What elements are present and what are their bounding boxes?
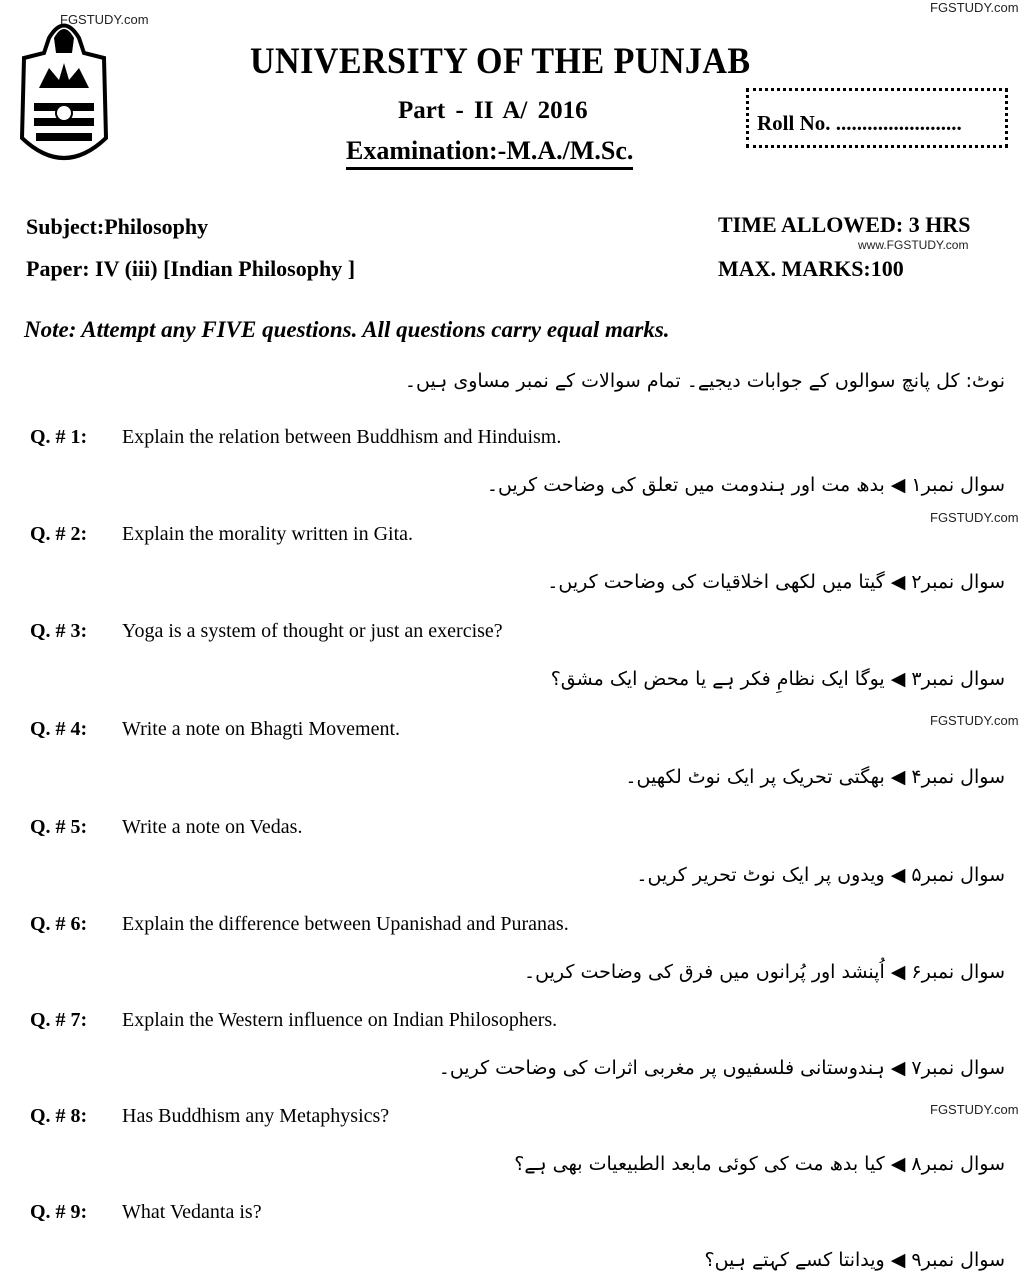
university-title: UNIVERSITY OF THE PUNJAB [250,41,751,82]
question-number: Q. # 6: [30,913,88,935]
question-text: What Vedanta is? [122,1201,262,1223]
question-urdu: سوال نمبر۱ ◀ بدھ مت اور ہندومت میں تعلق کی وضاحت کریں۔ [486,474,1005,496]
question-number: Q. # 7: [30,1009,88,1031]
watermark: FGSTUDY.com [930,1102,1019,1117]
question-number: Q. # 2: [30,523,88,545]
question-urdu: سوال نمبر۳ ◀ یوگا ایک نظامِ فکر ہے یا محض ایک مشق؟ [550,668,1005,690]
question-text: Explain the difference between Upanishad and Puranas. [122,913,569,935]
examination-label: Examination:-M.A./M.Sc. [346,136,633,170]
watermark: FGSTUDY.com [930,510,1019,525]
question-urdu: سوال نمبر۷ ◀ ہندوستانی فلسفیوں پر مغربی اثرات کی وضاحت کریں۔ [438,1057,1005,1079]
question-text: Yoga is a system of thought or just an exercise? [122,620,503,642]
question-text: Explain the relation between Buddhism and Hinduism. [122,426,562,448]
question-number: Q. # 1: [30,426,88,448]
question-number: Q. # 3: [30,620,88,642]
watermark: FGSTUDY.com [60,12,149,27]
note-english: Note: Attempt any FIVE questions. All questions carry equal marks. [24,317,670,342]
question-text: Has Buddhism any Metaphysics? [122,1105,390,1127]
note-urdu: نوٹ: کل پانچ سوالوں کے جوابات دیجیے۔ تمام سوالات کے نمبر مساوی ہیں۔ [404,370,1005,392]
question-number: Q. # 8: [30,1105,88,1127]
question-text: Explain the morality written in Gita. [122,523,414,545]
university-crest-logo [14,8,114,178]
question-number: Q. # 9: [30,1201,88,1223]
question-urdu: سوال نمبر۸ ◀ کیا بدھ مت کی کوئی مابعد الطبیعیات بھی ہے؟ [514,1153,1005,1175]
paper-label: Paper: IV (iii) [Indian Philosophy ] [26,256,356,281]
time-allowed: TIME ALLOWED: 3 HRS [718,212,971,237]
watermark: FGSTUDY.com [930,713,1019,728]
question-text: Write a note on Bhagti Movement. [122,718,401,740]
question-urdu: سوال نمبر۹ ◀ ویدانتا کسے کہتے ہیں؟ [704,1249,1005,1271]
question-number: Q. # 5: [30,816,88,838]
question-urdu: سوال نمبر۴ ◀ بھگتی تحریک پر ایک نوٹ لکھیں۔ [625,766,1005,788]
roll-number-box: Roll No. ........................ [746,88,1008,148]
watermark: www.FGSTUDY.com [858,238,969,252]
max-marks: MAX. MARKS:100 [718,256,904,281]
question-urdu: سوال نمبر۵ ◀ ویدوں پر ایک نوٹ تحریر کریں۔ [636,864,1005,886]
question-text: Write a note on Vedas. [122,816,303,838]
subject-label: Subject:Philosophy [26,214,209,239]
question-text: Explain the Western influence on Indian Philosophers. [122,1009,558,1031]
part-year: Part - II A/ 2016 [398,97,588,124]
question-urdu: سوال نمبر۶ ◀ اُپنشد اور پُرانوں میں فرق کی وضاحت کریں۔ [524,961,1005,983]
question-urdu: سوال نمبر۲ ◀ گیتا میں لکھی اخلاقیات کی وضاحت کریں۔ [547,571,1005,593]
watermark: FGSTUDY.com [930,0,1019,15]
question-number: Q. # 4: [30,718,88,740]
